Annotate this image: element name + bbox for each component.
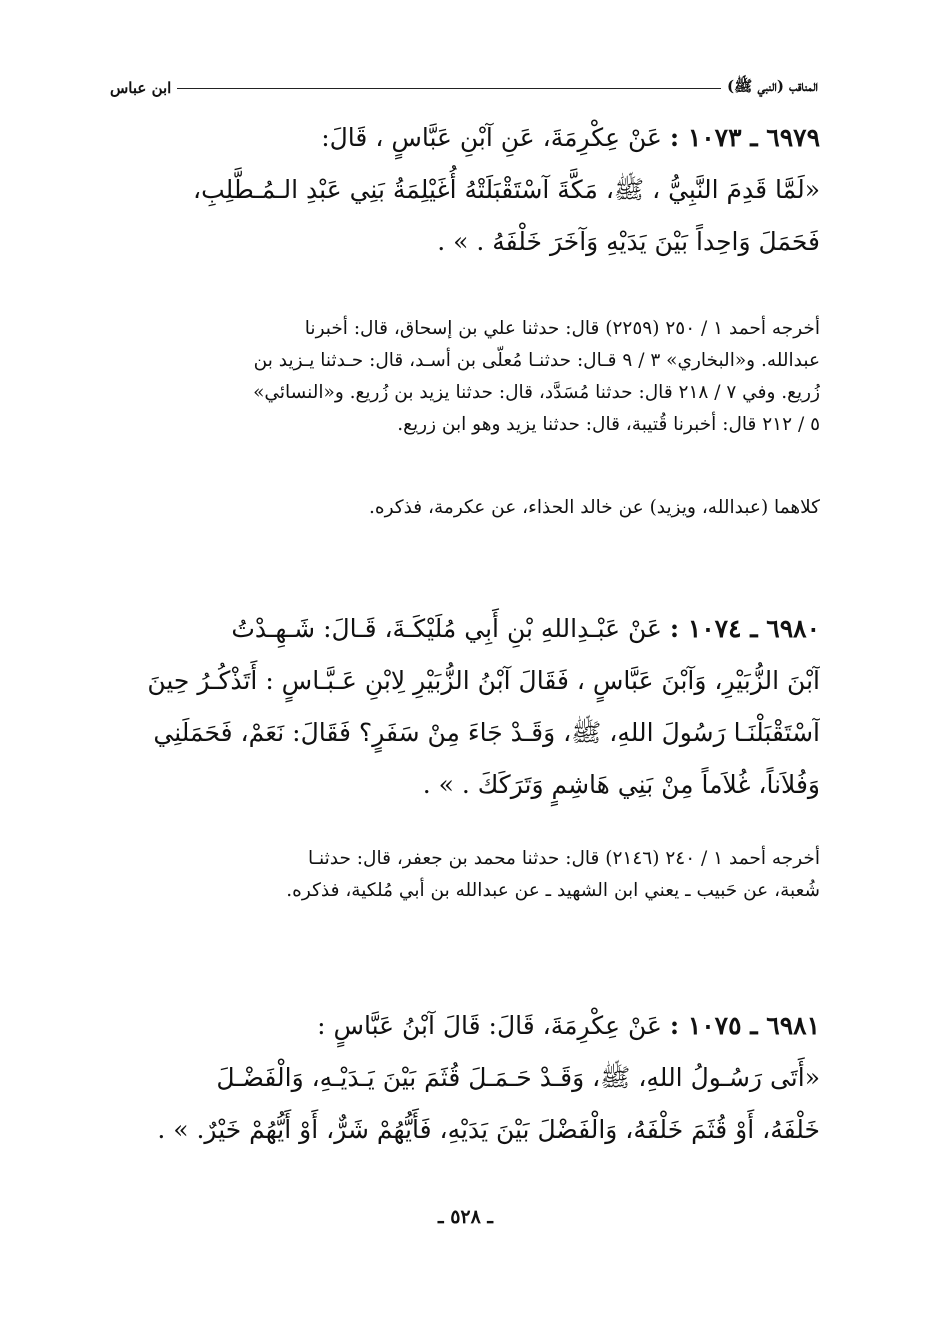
running-header <box>110 76 818 100</box>
hadith-6979 <box>100 112 820 268</box>
header-rule <box>177 88 721 89</box>
hadith-line: ٦٩٧٩ ـ ١٠٧٣ : عَنْ عِكْرِمَةَ، عَنِ آبْنِ عَبَّاسٍ ، قَالَ: <box>321 123 820 152</box>
note-line: أخرجه أحمد ١ / ٢٤٠ (٢١٤٦) قال: حدثنا محمد بن جعفر، قال: حدثنـا <box>307 848 820 869</box>
header-chapter: المناقب (النبي ﷺ) <box>727 77 818 95</box>
hadith-6981 <box>100 1000 820 1156</box>
takhrij-note-6979 <box>100 313 820 441</box>
hadith-line: آسْتَقْبَلْنَـا رَسُولَ اللهِ، ﷺ، وَقَـدْ جَاءَ مِنْ سَفَرٍ؟ فَقَالَ: نَعَمْ، فَحَمَلَنِي <box>153 718 820 747</box>
note-line: ٥ / ٢١٢ قال: أخبرنا قُتيبة، قال: حدثنا يزيد وهو ابن زريع. <box>397 414 820 435</box>
hadith-line: فَحَمَلَ وَاحِداً بَيْنَ يَدَيْهِ وَآخَرَ خَلْفَهُ . » . <box>437 227 820 256</box>
hadith-6980 <box>100 603 820 811</box>
takhrij-note-6980 <box>100 843 820 907</box>
hadith-line: ٦٩٨٠ ـ ١٠٧٤ : عَنْ عَبْـدِاللهِ بْنِ أَبِي مُلَيْكَـةَ، قَـالَ: شَـهِـدْتُ <box>231 614 820 643</box>
note-line: كلاهما (عبدالله، ويزيد) عن خالد الحذاء، عن عكرمة، فذكره. <box>369 497 820 518</box>
hadith-line: ٦٩٨١ ـ ١٠٧٥ : عَنْ عِكْرِمَةَ، قَالَ: قَالَ آبْنُ عَبَّاسٍ : <box>317 1011 820 1040</box>
hadith-line: «لَمَّا قَدِمَ النَّبِيُّ ، ﷺ، مَكَّةَ آسْتَقْبَلَتْهُ أُغَيْلِمَةُ بَنِي عَبْدِ الـمُـطَّلِبِ، <box>193 175 820 204</box>
hadith-line: وَفُلاَناً، غُلاَماً مِنْ بَنِي هَاشِمٍ وَتَرَكَكَ . » . <box>422 770 820 799</box>
hadith-number: ٦٩٨٠ ـ ١٠٧٤ : <box>669 614 820 643</box>
takhrij-summary-6979 <box>140 492 820 524</box>
hadith-line: «أَتَى رَسُـولُ اللهِ، ﷺ، وَقَـدْ حَـمَـلَ قُثَمَ بَيْنَ يَـدَيْـهِ، وَالْفَضْـلَ <box>216 1063 820 1092</box>
header-section: ابن عباس <box>110 79 172 97</box>
note-line: أخرجه أحمد ١ / ٢٥٠ (٢٢٥٩) قال: حدثنا علي بن إسحاق، قال: أخبرنا <box>304 318 820 339</box>
page-number: ـ ٥٢٨ ـ <box>438 1206 493 1228</box>
note-line: عبدالله. و«البخاري» ٣ / ٩ قـال: حدثنـا مُعلّى بن أسـد، قال: حـدثنا يـزيد بن <box>253 350 820 371</box>
note-line: شُعبة، عن حَبيب ـ يعني ابن الشهيد ـ عن عبدالله بن أبي مُلكية، فذكره. <box>286 880 820 901</box>
hadith-line: آبْنَ الزُّبَيْرِ، وَآبْنَ عَبَّاسٍ ، فَقَالَ آبْنُ الزُّبَيْرِ لِابْنِ عَـبَّـاسٍ : أَتَذْكُـرُ حِينَ <box>147 666 820 695</box>
hadith-number: ٦٩٨١ ـ ١٠٧٥ : <box>669 1011 820 1040</box>
hadith-number: ٦٩٧٩ ـ ١٠٧٣ : <box>669 123 820 152</box>
note-line: زُريع. وفي ٧ / ٢١٨ قال: حدثنا مُسَدَّد، قال: حدثنا يزيد بن زُريع. و«النسائي» <box>253 382 820 403</box>
hadith-line: خَلْفَهُ، أَوْ قُثَمَ خَلْفَهُ، وَالْفَضْلَ بَيْنَ يَدَيْهِ، فَأَيُّهُمْ شَرٌّ، أَوْ أَيُّهُمْ خَيْرٌ. » . <box>157 1115 820 1144</box>
